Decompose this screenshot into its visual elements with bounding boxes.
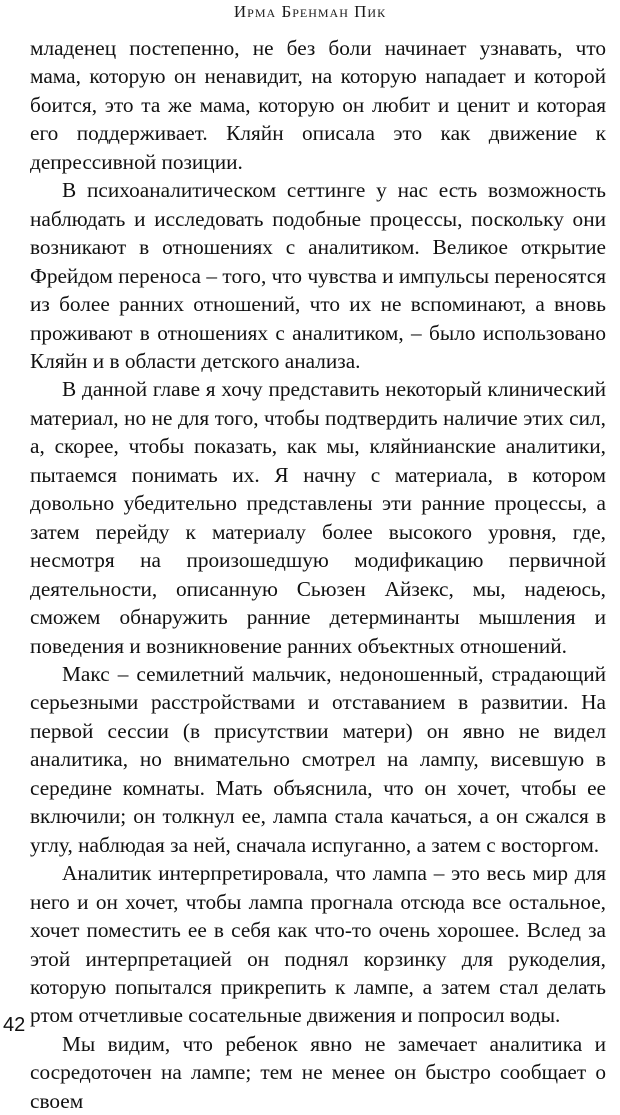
paragraph: Аналитик интерпретировала, что лампа – это весь мир для него и он хочет, чтобы лампа прогнала отсюда все остальное, хочет поместить ее в себя как что-то очень хорошее. Вслед за этой интерпретацией он поднял корзинку для рукоделия, которую попытался прикрепить к лампе, а затем стал делать ртом отчетливые сосательные движения и попросил воды. <box>30 861 606 1028</box>
running-head: Ирма Бренман Пик <box>233 2 387 21</box>
paragraph: В данной главе я хочу представить некоторый клинический материал, но не для того, чтобы подтвердить наличие этих сил, а, скорее, чтобы показать, как мы, кляйнианские аналитики, пытаемся понимать их. Я начну с материала, в котором довольно убедительно представлены эти ранние процессы, а затем перейду к материалу более высокого уровня, где, несмотря на произошедшую модификацию первичной деятельности, описанную Сьюзен Айзекс, мы, надеюсь, сможем обнаружить ранние детерминанты мышления и поведения и возникновение ранних объектных отношений. <box>30 377 606 658</box>
body-text <box>30 34 606 1115</box>
paragraph: В психоаналитическом сеттинге у нас есть возможность наблюдать и исследовать подобные процессы, поскольку они возникают в отношениях с аналитиком. Великое открытие Фрейдом переноса – того, что чувства и импульсы переносятся из более ранних отношений, что их не вспоминают, а вновь проживают в отношениях с аналитиком, – было использовано Кляйн и в области детского анализа. <box>30 178 606 373</box>
paragraph: Мы видим, что ребенок явно не замечает аналитика и сосредоточен на лампе; тем не менее он быстро сообщает о своем <box>30 1031 606 1113</box>
paragraph: младенец постепенно, не без боли начинает узнавать, что мама, которую он ненавидит, на которую нападает и которой боится, это та же мама, которую он любит и ценит и которая его поддерживает. Кляйн описала это как движение к депрессивной позиции. <box>30 36 606 174</box>
page-number: 42 <box>3 1014 26 1036</box>
paragraph: Макс – семилетний мальчик, недоношенный, страдающий серьезными расстройствами и отставанием в развитии. На первой сессии (в присутствии матери) он явно не видел аналитика, но внимательно смотрел на лампу, висевшую в середине комнаты. Мать объяснила, что он хочет, чтобы ее включили; он толкнул ее, лампа стала качаться, а он сжался в углу, наблюдая за ней, сначала испуганно, а затем с восторгом. <box>30 661 606 857</box>
